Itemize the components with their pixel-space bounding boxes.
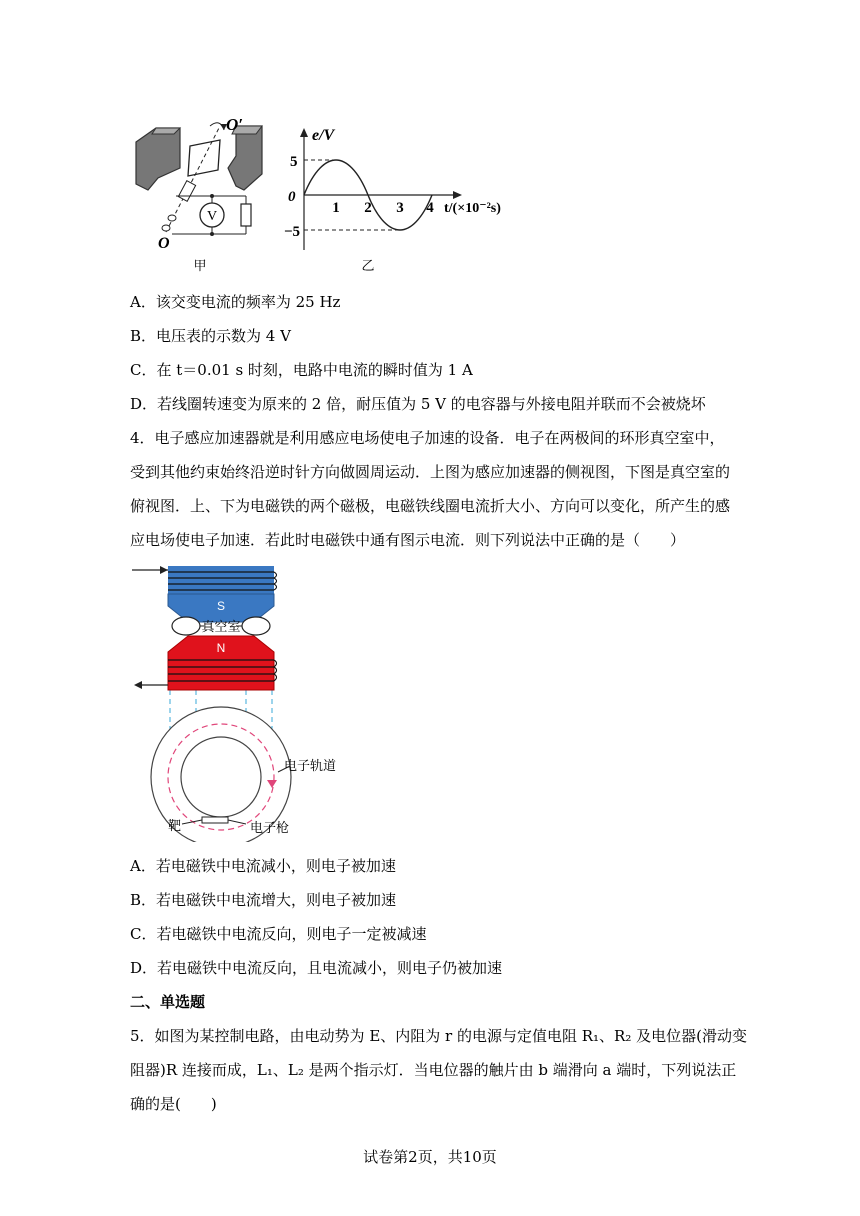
coil — [188, 140, 220, 176]
caption-jia: 甲 — [193, 258, 207, 272]
s-pole-label: S — [216, 599, 226, 613]
q4-option-c: C．若电磁铁中电流反向，则电子一定被减速 — [130, 925, 427, 943]
electron-gun-label: 电子枪 — [250, 820, 290, 835]
target-label: 靶 — [168, 818, 182, 833]
left-magnet — [136, 128, 180, 190]
q5-stem-line-2: 阻器)R 连接而成，L₁、L₂ 是两个指示灯．当电位器的触片由 b 端滑向 a 端时，下列说法正 — [130, 1061, 737, 1079]
accelerator-figure — [128, 562, 368, 842]
q4-stem-line-1: 4．电子感应加速器就是利用感应电场使电子加速的设备．电子在两极间的环形真空室中， — [130, 429, 725, 447]
x-tick-1: 1 — [332, 200, 340, 216]
q4-option-b: B．若电磁铁中电流增大，则电子被加速 — [130, 891, 397, 909]
electron-orbit-label: 电子轨道 — [284, 758, 337, 773]
voltmeter-label: V — [206, 209, 218, 224]
origin-label: 0 — [288, 189, 296, 205]
y-tick-neg5: −5 — [284, 224, 301, 240]
n-pole-label: N — [216, 641, 226, 655]
x-tick-2: 2 — [364, 200, 372, 216]
x-tick-4: 4 — [426, 200, 434, 216]
q3-option-a: A．该交变电流的频率为 25 Hz — [130, 293, 341, 311]
x-axis-label: t/(×10⁻²s) — [444, 201, 501, 216]
q4-stem-line-3: 俯视图．上、下为电磁铁的两个磁极，电磁铁线圈电流折大小、方向可以变化，所产生的感 — [130, 497, 731, 515]
q4-stem-line-4: 应电场使电子加速．若此时电磁铁中通有图示电流．则下列说法中正确的是（ ） — [130, 531, 686, 549]
generator-figure — [128, 112, 268, 272]
y-axis-label: e/V — [312, 127, 335, 144]
q5-stem-line-3: 确的是( ) — [130, 1095, 217, 1113]
q4-option-d: D．若电磁铁中电流反向，且电流减小，则电子仍被加速 — [130, 959, 503, 977]
axis-label-o-prime: O′ — [226, 115, 244, 134]
q4-option-a: A．若电磁铁中电流减小，则电子被加速 — [130, 857, 396, 875]
page-footer: 试卷第2页，共10页 — [363, 1148, 497, 1166]
q3-option-c: C．在 t＝0.01 s 时刻，电路中电流的瞬时值为 1 A — [130, 361, 473, 379]
q3-option-b: B．电压表的示数为 4 V — [130, 327, 291, 345]
caption-yi: 乙 — [361, 258, 375, 273]
vacuum-chamber-label: 真空室 — [201, 619, 241, 634]
emf-time-graph — [284, 120, 534, 275]
q4-stem-line-2: 受到其他约束始终沿逆时针方向做圆周运动．上图为感应加速器的侧视图，下图是真空室的 — [130, 463, 731, 481]
x-tick-3: 3 — [396, 200, 404, 216]
section-heading: 二、单选题 — [130, 993, 206, 1011]
axis-label-o: O — [158, 235, 170, 252]
right-magnet — [228, 126, 262, 190]
y-tick-5: 5 — [290, 154, 298, 170]
electron-gun — [202, 817, 228, 823]
q5-stem-line-1: 5．如图为某控制电路，由电动势为 E、内阻为 r 的电源与定值电阻 R₁、R₂ 及电位器(滑动变 — [130, 1027, 747, 1045]
inner-ring — [181, 737, 261, 817]
q3-option-d: D．若线圈转速变为原来的 2 倍，耐压值为 5 V 的电容器与外接电阻并联而不会被烧坏 — [130, 395, 706, 413]
